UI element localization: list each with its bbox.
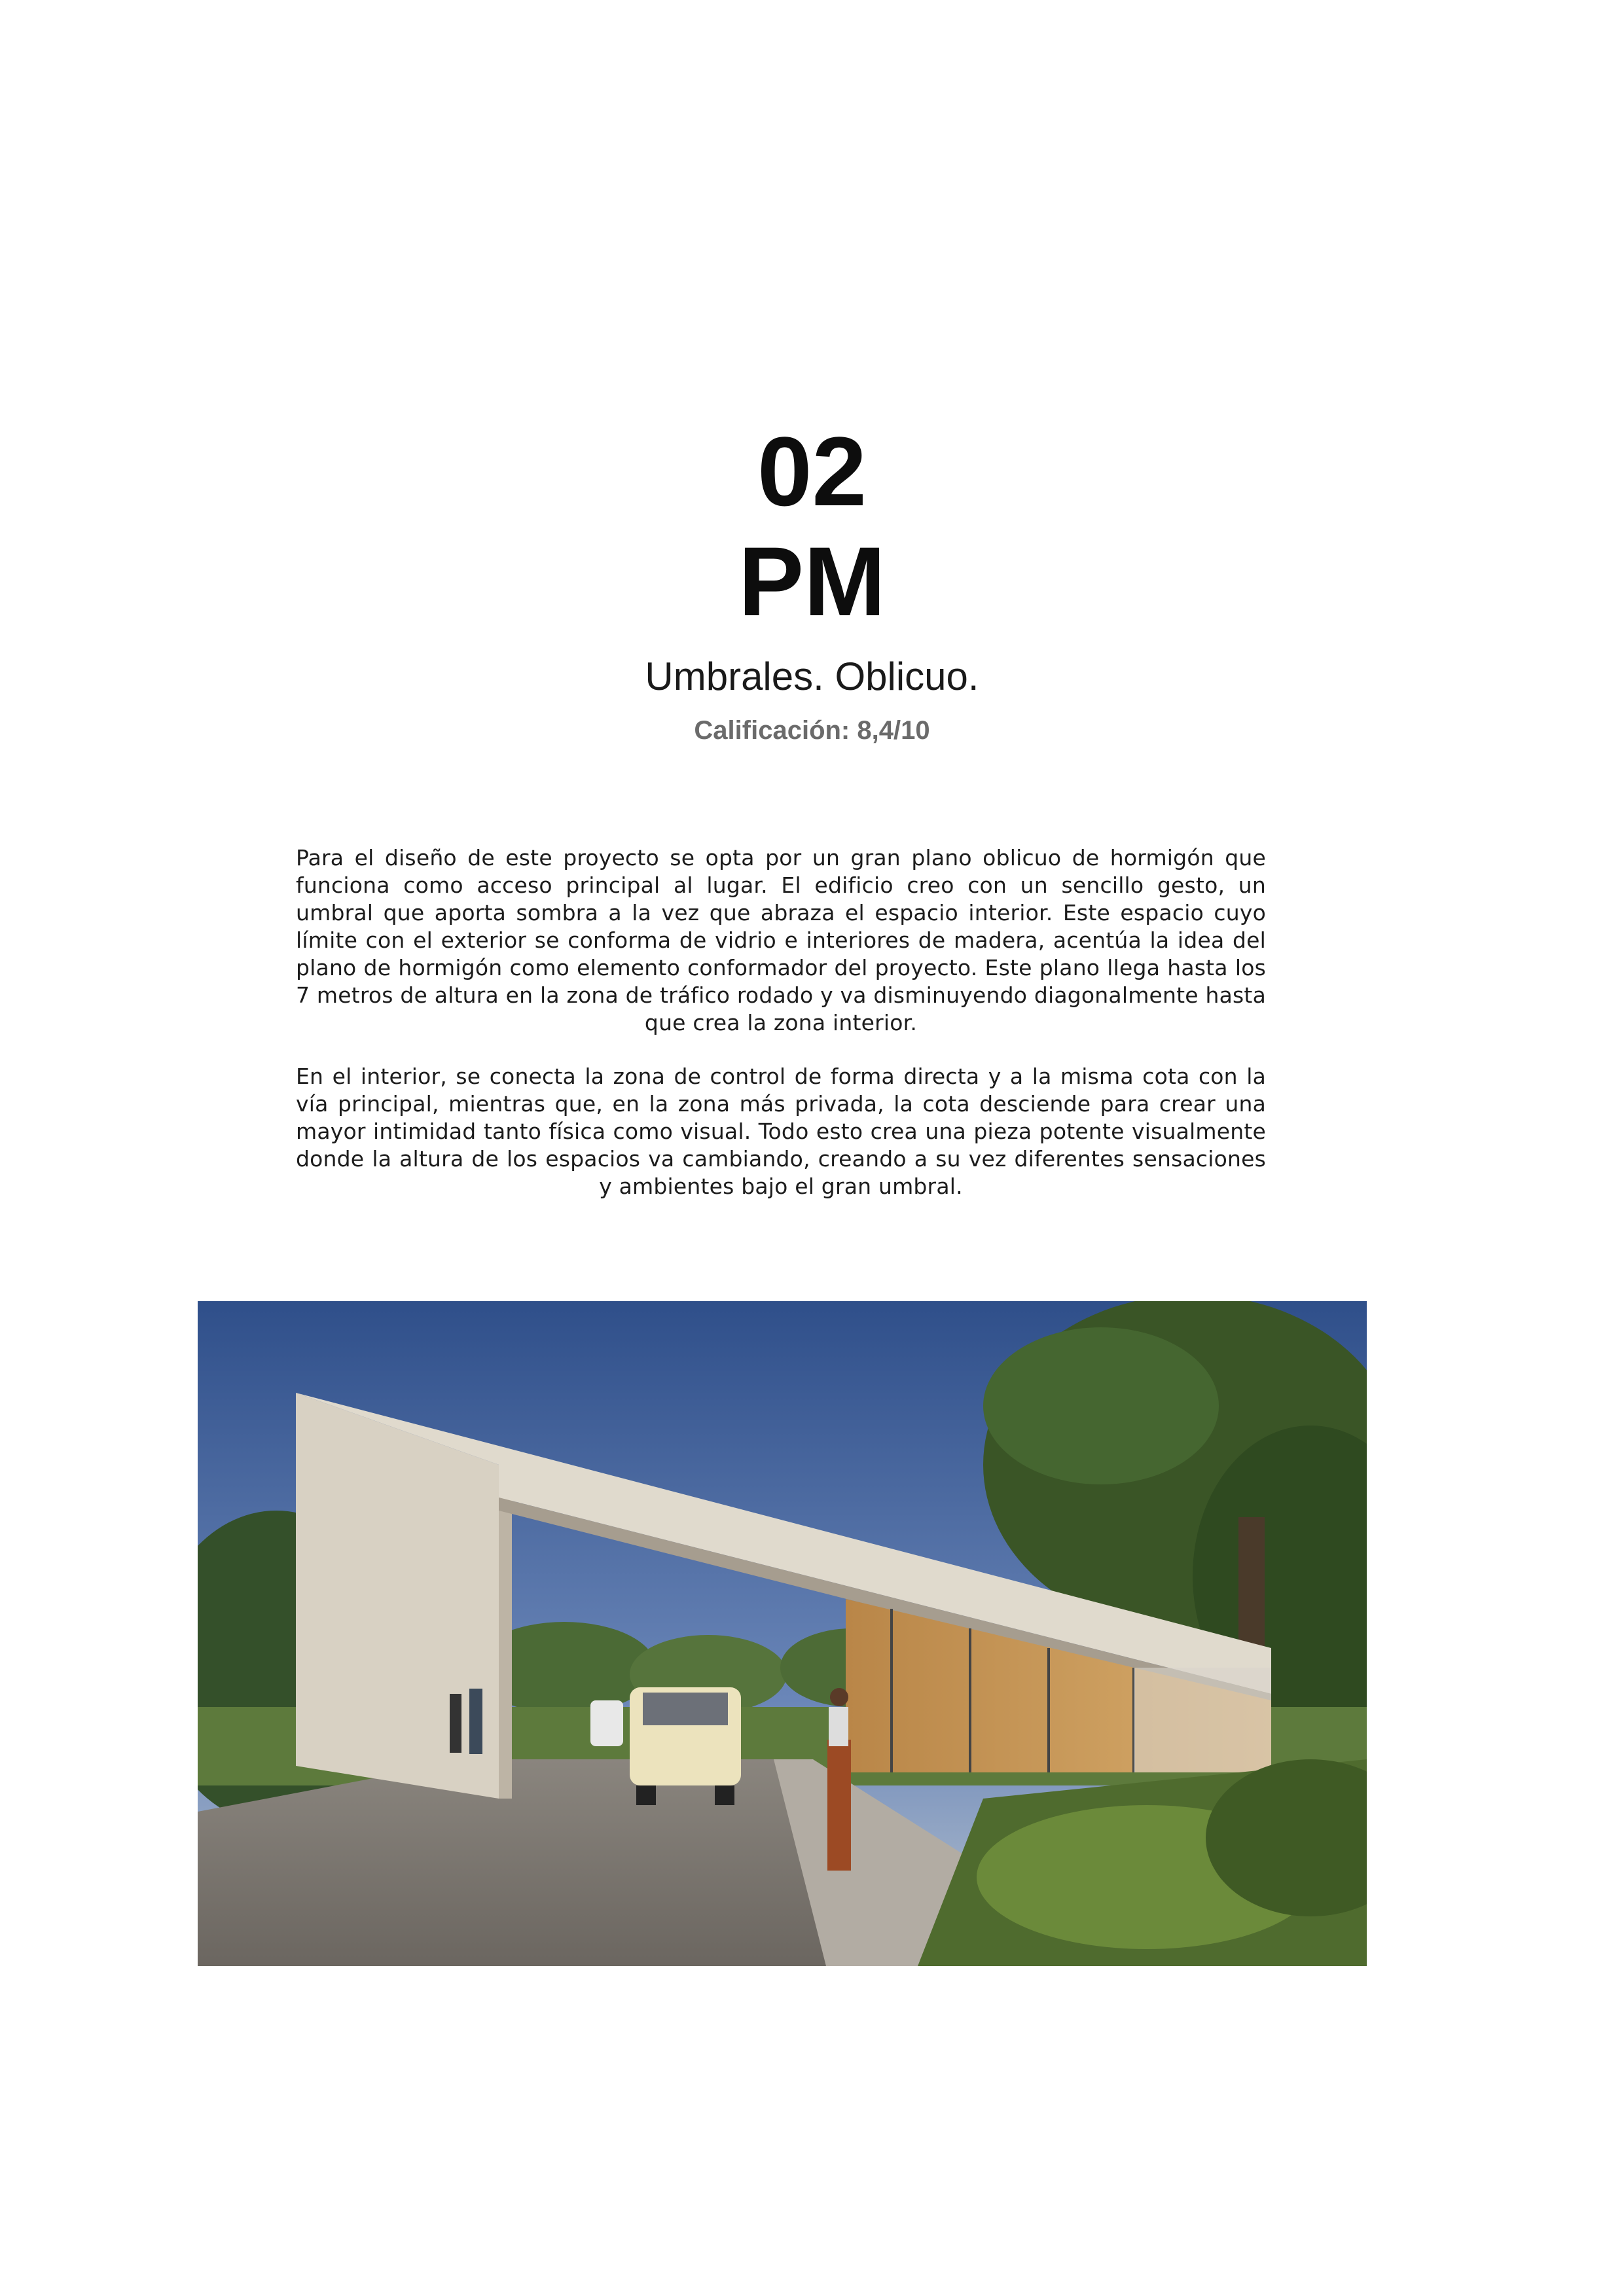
architectural-render-image: [198, 1301, 1367, 1966]
project-code: PM: [738, 526, 886, 636]
description-paragraph-1: Para el diseño de este proyecto se opta por un gran plano oblicuo de hormigón que funciona como acceso principal al lugar. El edificio creo con un sencillo gesto, un umbral que aporta sombra a la vez que abraza el espacio interior. Este espacio cuyo límite con el exterior se conforma de vidrio e interiores de madera, acentúa la idea del plano de hormigón como elemento conformador del proyecto. Este plano llega hasta los 7 metros de altura en la zona de tráfico rodado y va disminuyendo diagonalmente hasta que crea la zona interior.: [296, 845, 1266, 1035]
person: [469, 1689, 482, 1754]
project-subtitle: Umbrales. Oblicuo.: [645, 655, 979, 698]
person: [450, 1694, 461, 1753]
description-paragraph-2: En el interior, se conecta la zona de control de forma directa y a la misma cota con la vía principal, mientras que, en la zona más privada, la cota desciende para crear una mayor intimidad tanto física como visual. Todo esto crea una pieza potente visualmente donde la altura de los espacios va cambiando, creando a su vez diferentes sensaciones y ambientes bajo el gran umbral.: [296, 1064, 1266, 1199]
person-walking: [827, 1740, 851, 1871]
project-number: 02: [757, 416, 867, 526]
project-grade: Calificación: 8,4/10: [694, 716, 930, 745]
